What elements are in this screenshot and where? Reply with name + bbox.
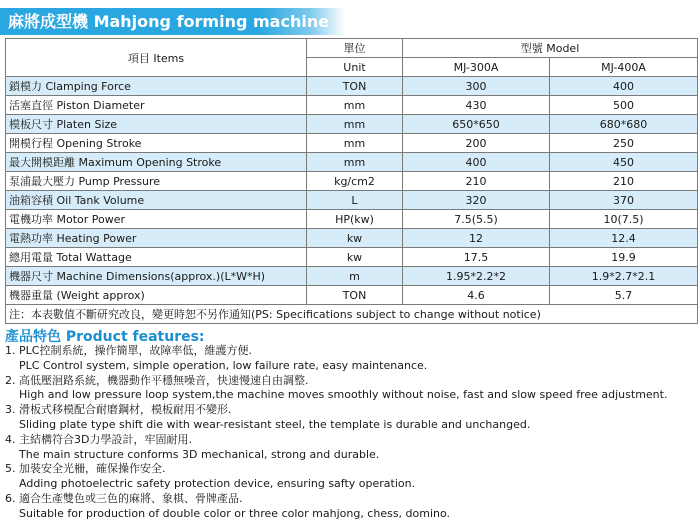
row-unit: HP(kw) [307,210,403,229]
row-value-mj300a: 12 [403,229,550,248]
table-note: 注：本表數值不斷研究改良，變更時恕不另作通知(PS: Specifications subject to change without notice) [6,305,698,324]
table-row [6,286,698,305]
feature-number: 5. [5,462,16,476]
feature-item [5,374,695,404]
row-value-mj400a: 250 [550,134,698,153]
row-unit: TON [307,286,403,305]
feature-text-cn: PLC控制系統，操作簡單，故障率低，維護方便. [19,344,252,357]
row-value-mj400a: 1.9*2.7*2.1 [550,267,698,286]
feature-number: 2. [5,373,16,387]
feature-item [5,462,695,492]
row-item: 最大開模距離 Maximum Opening Stroke [6,153,307,172]
row-unit: m [307,267,403,286]
table-row [6,134,698,153]
table-row [6,115,698,134]
table-row [6,77,698,96]
table-row [6,172,698,191]
feature-number: 3. [5,403,16,417]
row-item: 機器尺寸 Machine Dimensions(approx.)(L*W*H) [6,267,307,286]
row-unit: L [307,191,403,210]
row-unit: mm [307,134,403,153]
header-unit-en: Unit [307,58,403,77]
row-unit: mm [307,153,403,172]
row-value-mj400a: 450 [550,153,698,172]
header-model-2: MJ-400A [550,58,698,77]
row-unit: kw [307,248,403,267]
feature-text-en: PLC Control system, simple operation, low failure rate, easy maintenance. [19,358,428,372]
feature-text-en: High and low pressure loop system,the machine moves smoothly without noise, fast and slow speed free adjustment. [19,388,668,402]
row-unit: mm [307,115,403,134]
row-item: 泵浦最大壓力 Pump Pressure [6,172,307,191]
row-unit: mm [307,96,403,115]
row-unit: kw [307,229,403,248]
table-row [6,191,698,210]
row-value-mj300a: 210 [403,172,550,191]
row-value-mj400a: 680*680 [550,115,698,134]
row-value-mj300a: 430 [403,96,550,115]
row-value-mj300a: 300 [403,77,550,96]
row-value-mj400a: 19.9 [550,248,698,267]
feature-text-cn: 主結構符合3D力學設計，牢固耐用. [19,432,192,446]
features-heading: 產品特色 Product features: [5,329,205,345]
header-unit-cn: 單位 [307,39,403,58]
row-unit: TON [307,77,403,96]
row-item: 電熱功率 Heating Power [6,229,307,248]
row-value-mj300a: 650*650 [403,115,550,134]
row-value-mj300a: 4.6 [403,286,550,305]
feature-text-cn: 適合生產雙色或三色的麻將、象棋、骨牌產品. [19,491,243,505]
header-model-1: MJ-300A [403,58,550,77]
row-item: 開模行程 Opening Stroke [6,134,307,153]
table-note-row [6,305,698,324]
feature-text-cn: 加裝安全光柵，確保操作安全. [19,462,166,476]
row-value-mj400a: 400 [550,77,698,96]
table-row [6,96,698,115]
table-row [6,229,698,248]
feature-text-en: Adding photoelectric safety protection device, ensuring safty operation. [19,477,416,491]
feature-item [5,433,695,463]
header-items: 項目 Items [6,39,307,77]
feature-text-en: The main structure conforms 3D mechanical, strong and durable. [19,447,380,461]
row-value-mj400a: 500 [550,96,698,115]
feature-item [5,492,695,522]
table-row [6,210,698,229]
feature-number: 1. [5,344,16,357]
features-list [5,344,695,522]
row-item: 機器重量 (Weight approx) [6,286,307,305]
row-item: 總用電量 Total Wattage [6,248,307,267]
row-value-mj300a: 320 [403,191,550,210]
row-item: 鎖模力 Clamping Force [6,77,307,96]
feature-text-cn: 滑板式移模配合耐磨鋼材，模板耐用不變形. [19,403,232,417]
row-value-mj400a: 10(7.5) [550,210,698,229]
row-item: 活塞直徑 Piston Diameter [6,96,307,115]
row-value-mj300a: 200 [403,134,550,153]
row-item: 電機功率 Motor Power [6,210,307,229]
table-row [6,153,698,172]
feature-number: 6. [5,491,16,505]
row-value-mj300a: 7.5(5.5) [403,210,550,229]
row-item: 模板尺寸 Platen Size [6,115,307,134]
header-model: 型號 Model [403,39,698,58]
feature-number: 4. [5,432,16,446]
feature-text-en: Suitable for production of double color or three color mahjong, chess, domino. [19,506,451,520]
spec-table [5,38,698,324]
row-value-mj400a: 370 [550,191,698,210]
feature-item [5,344,695,374]
row-item: 油箱容積 Oil Tank Volume [6,191,307,210]
row-value-mj400a: 5.7 [550,286,698,305]
row-unit: kg/cm2 [307,172,403,191]
table-row [6,267,698,286]
feature-text-en: Sliding plate type shift die with wear-resistant steel, the template is durable and unchanged. [19,417,531,431]
row-value-mj400a: 12.4 [550,229,698,248]
row-value-mj400a: 210 [550,172,698,191]
row-value-mj300a: 17.5 [403,248,550,267]
row-value-mj300a: 1.95*2.2*2 [403,267,550,286]
feature-item [5,403,695,433]
feature-text-cn: 高低壓洄路系統，機器動作平穩無噪音，快速慢速自由調整. [19,373,309,387]
table-row [6,248,698,267]
row-value-mj300a: 400 [403,153,550,172]
page-title: 麻將成型機 Mahjong forming machine [0,8,345,35]
